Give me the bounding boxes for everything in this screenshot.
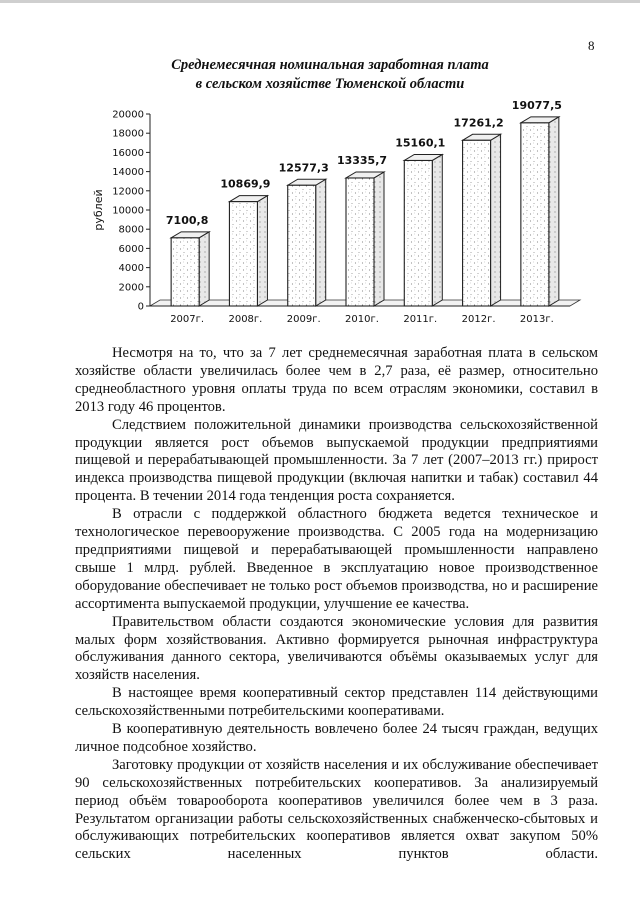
- paragraph-small-business: Правительством области создаются экономические условия для развития малых форм хозяйствования. Активно формируется рыночная инфраструктура обслуживания данного сектора, увеличиваются объёмы оказываемых услуг для хозяйств населения.: [75, 613, 598, 684]
- y-tick-label: 20000: [112, 109, 144, 121]
- y-tick-label: 6000: [118, 243, 144, 255]
- x-tick-label: 2007г.: [170, 314, 205, 325]
- paragraph-citizens-involved: В кооперативную деятельность вовлечено более 24 тысяч граждан, ведущих личное подсобное хозяйство.: [75, 721, 598, 755]
- top-rule: [0, 0, 640, 3]
- paragraph-modernization: В отрасли с поддержкой областного бюджета ведется техническое и технологическое перевооружение производства. С 2005 года на модернизацию предприятиями пищевой и перерабатывающей промышленности направлено свыше 1 млрд. рублей. Введенное в эксплуатацию новое производственное оборудование обеспечивает не только рост объемов производства, но и расширение ассортимента выпускаемой продукции, улучшение ее качества.: [75, 506, 598, 612]
- data-label: 10869,9: [220, 177, 271, 191]
- bar-side: [199, 232, 209, 306]
- x-tick-label: 2010г.: [345, 314, 379, 325]
- data-label: 19077,5: [511, 100, 562, 112]
- bar-side: [316, 179, 326, 306]
- x-tick-label: 2011г.: [403, 314, 438, 325]
- data-label: 17261,2: [453, 116, 504, 130]
- paragraph-food-industry: Следствием положительной динамики производства сельскохозяйственной продукции является рост объемов выпускаемой продукции предприятиями пищевой и перерабатывающей промышленности. За 7 лет (2007–2013 гг.) прирост индекса производства пищевой продукции (включая напитки и табак) составил 44 процента. В течении 2014 года тенденция роста сохраняется.: [75, 416, 598, 505]
- bar: [229, 202, 257, 306]
- chart-title-line-1: Среднемесячная номинальная заработная плата: [171, 57, 489, 73]
- bar-side: [491, 134, 501, 306]
- y-tick-label: 12000: [112, 186, 144, 198]
- paragraph-procurement: Заготовку продукции от хозяйств населения и их обслуживание обеспечивает 90 сельскохозяйственных потребительских кооперативов. За анализируемый период объём товарооборота кооперативов увеличился более чем в 3 раза. Результатом организации работы сельскохозяйственных снабженческо-сбытовых и обслуживающих потребительских кооперативов является охват закупом 50% сельских населенных пунктов области.: [75, 756, 598, 863]
- chart-title: [120, 56, 540, 94]
- y-tick-label: 10000: [112, 205, 144, 217]
- bar-side: [432, 154, 442, 306]
- bar: [346, 178, 374, 306]
- y-tick-label: 18000: [112, 128, 144, 140]
- data-label: 15160,1: [395, 136, 446, 150]
- data-label: 7100,8: [165, 213, 209, 227]
- bar: [521, 123, 549, 306]
- bar-side: [374, 172, 384, 306]
- body-text: [75, 345, 598, 864]
- bar-side: [549, 117, 559, 306]
- x-tick-label: 2012г.: [461, 314, 496, 325]
- y-tick-label: 2000: [118, 282, 144, 294]
- y-tick-label: 4000: [118, 263, 144, 275]
- y-tick-label: 8000: [118, 224, 144, 236]
- data-label: 12577,3: [278, 161, 329, 175]
- bar-side: [257, 196, 267, 306]
- y-tick-label: 16000: [112, 147, 144, 159]
- y-axis-title: рублей: [92, 189, 105, 231]
- bar: [463, 140, 491, 306]
- x-tick-label: 2009г.: [286, 314, 321, 325]
- data-label: 13335,7: [336, 153, 388, 167]
- paragraph-cooperatives-count: В настоящее время кооперативный сектор представлен 114 действующими сельскохозяйственными потребительскими кооперативами.: [75, 685, 598, 720]
- y-tick-label: 14000: [112, 167, 144, 179]
- chart-title-line-2: в сельском хозяйстве Тюменской области: [195, 76, 465, 92]
- bar: [288, 185, 316, 306]
- bar: [171, 238, 199, 306]
- bar: [404, 160, 432, 306]
- x-tick-label: 2008г.: [228, 314, 263, 325]
- page-number: 8: [588, 38, 595, 53]
- x-tick-label: 2013г.: [519, 314, 554, 325]
- y-tick-label: 0: [137, 301, 144, 313]
- salary-bar-chart: [88, 100, 588, 332]
- paragraph-salary-growth: Несмотря на то, что за 7 лет среднемесячная заработная плата в сельском хозяйстве области увеличилась более чем в 2,7 раза, её размер, относительно среднеобластного уровня оплаты труда по всем отраслям экономики, составил в 2013 году 46 процентов.: [75, 345, 598, 415]
